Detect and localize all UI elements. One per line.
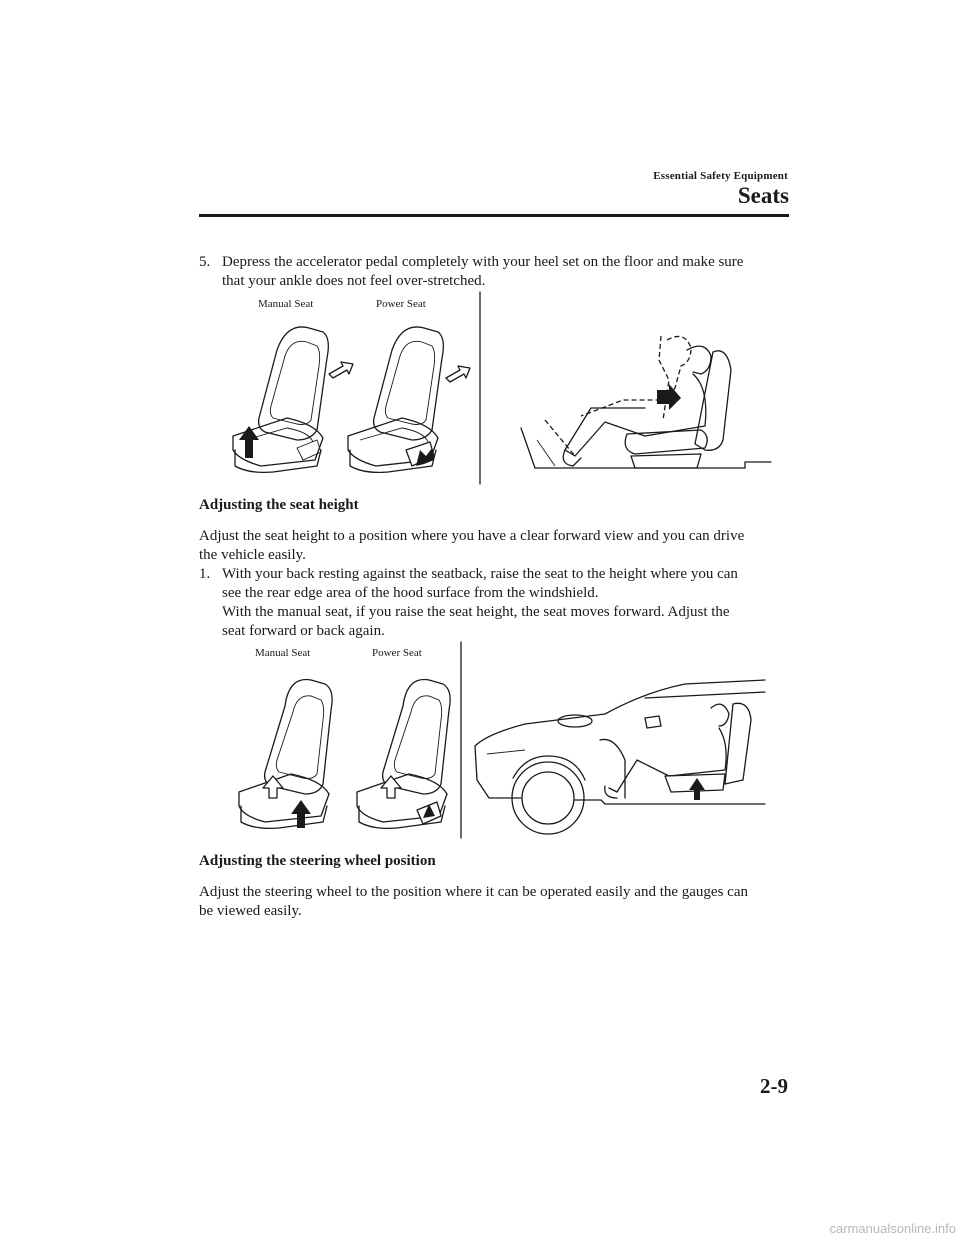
seat-height-reference-icon	[558, 715, 592, 727]
section-label: Essential Safety Equipment	[653, 170, 788, 182]
driver-posture-illustration	[521, 336, 771, 468]
figure-2-manual-seat-label: Manual Seat	[255, 647, 311, 659]
steering-heading: Adjusting the steering wheel position	[199, 853, 436, 869]
front-wheel-icon	[512, 762, 584, 834]
seat-height-para-line-1: Adjust the seat height to a position where you have a clear forward view and you can drive	[199, 528, 745, 544]
header-rule	[199, 214, 789, 217]
manual-seat-height-illustration	[239, 680, 332, 829]
steering-para-line-2: be viewed easily.	[199, 903, 302, 919]
section-title: Seats	[737, 183, 789, 208]
step-1-number: 1.	[199, 566, 211, 582]
figure-1-manual-seat-label: Manual Seat	[258, 298, 314, 310]
slide-arrow-icon	[329, 362, 353, 378]
figure-2-power-seat-label: Power Seat	[372, 647, 422, 659]
power-slide-arrow-icon	[446, 366, 470, 382]
power-seat-illustration	[348, 327, 470, 472]
step-1-line-1: With your back resting against the seatback, raise the seat to the height where you can	[222, 566, 738, 582]
cushion-up-arrow-icon	[263, 776, 283, 798]
page-number: 2-9	[760, 1074, 788, 1098]
figure-1-seat-slide-illustration	[225, 290, 775, 490]
power-cushion-up-arrow-icon	[381, 776, 401, 798]
seat-height-heading: Adjusting the seat height	[199, 497, 359, 513]
step-5-line-1: Depress the accelerator pedal completely with your heel set on the floor and make sure	[222, 254, 744, 270]
watermark: carmanualsonline.info	[829, 1221, 956, 1236]
step-5-line-2: that your ankle does not feel over-stretched.	[222, 273, 486, 289]
step-1-line-2: see the rear edge area of the hood surface from the windshield.	[222, 585, 599, 601]
car-forward-view-illustration	[475, 680, 765, 834]
lean-forward-arrow-icon	[657, 384, 681, 410]
seat-height-para-line-2: the vehicle easily.	[199, 547, 306, 563]
step-1-line-3: With the manual seat, if you raise the seat height, the seat moves forward. Adjust the	[222, 604, 730, 620]
step-5-number: 5.	[199, 254, 211, 270]
seat-raise-arrow-icon	[689, 778, 705, 800]
raise-lever-arrow-icon	[239, 426, 259, 458]
power-seat-height-illustration	[357, 680, 450, 829]
figure-2-seat-height-illustration	[225, 640, 770, 845]
step-1-line-4: seat forward or back again.	[222, 623, 385, 639]
steering-para-line-1: Adjust the steering wheel to the position where it can be operated easily and the gauges can	[199, 884, 748, 900]
manual-seat-illustration	[233, 327, 353, 472]
figure-1-power-seat-label: Power Seat	[376, 298, 426, 310]
